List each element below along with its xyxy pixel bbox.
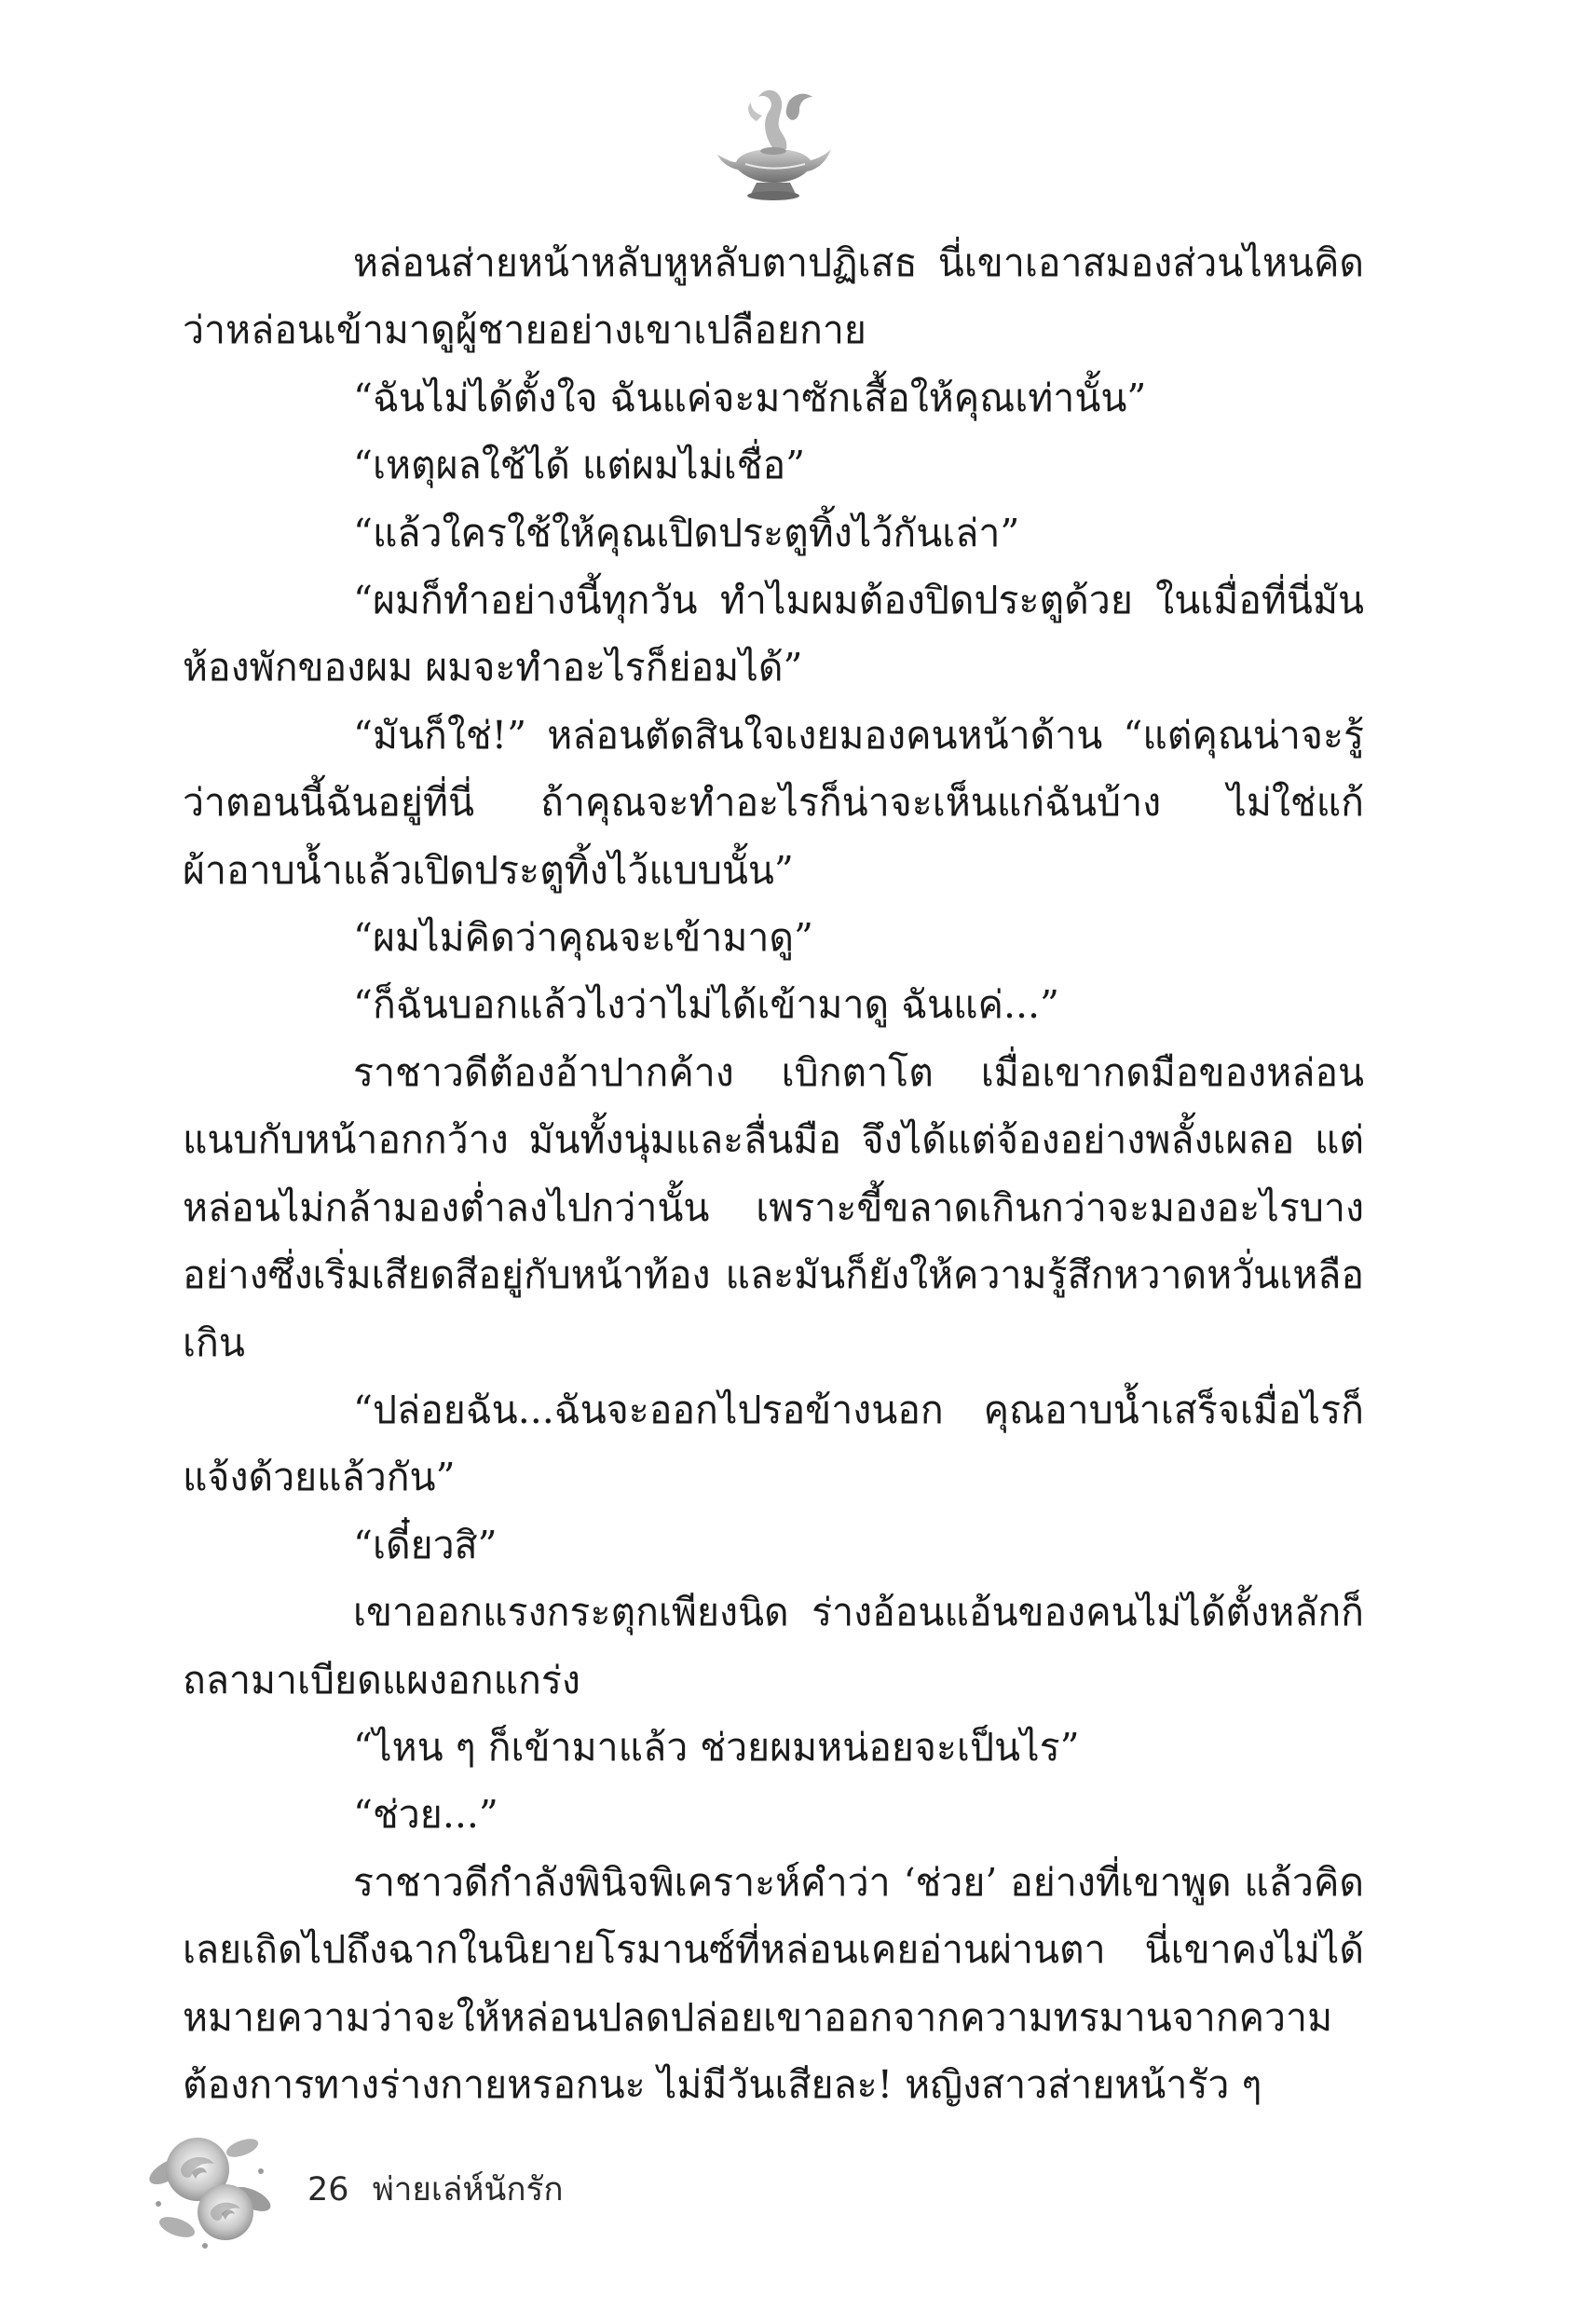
- page-number: 26: [307, 2171, 349, 2208]
- paragraph: “ช่วย...”: [353, 1792, 498, 1838]
- page-footer: [140, 2115, 699, 2264]
- paragraph: “ไหน ๆ ก็เข้ามาแล้ว ช่วยผมหน่อยจะเป็นไร”: [353, 1724, 1080, 1770]
- paragraph: เขาออกแรงกระตุกเพียงนิด ร่างอ้อนแอ้นของคนไม่ได้ตั้งหลักก็ถลามาเบียดแผงอกแกร่ง: [183, 1590, 1364, 1702]
- paragraph: “เดี๋ยวสิ”: [353, 1522, 498, 1567]
- paragraph: “เหตุผลใช้ได้ แต่ผมไม่เชื่อ”: [353, 443, 806, 488]
- paragraph: “แล้วใครใช้ให้คุณเปิดประตูทิ้งไว้กันเล่า”: [353, 510, 1020, 555]
- paragraph: “ก็ฉันบอกแล้วไงว่าไม่ได้เข้ามาดู ฉันแค่...”: [353, 982, 1059, 1028]
- paragraph: “ปล่อยฉัน...ฉันจะออกไปรอข้างนอก คุณอาบน้ำเสร็จเมื่อไรก็แจ้งด้วยแล้วกัน”: [183, 1387, 1364, 1500]
- paragraph: “ฉันไม่ได้ตั้งใจ ฉันแค่จะมาซักเสื้อให้คุณเท่านั้น”: [353, 375, 1147, 420]
- paragraph: “ผมก็ทำอย่างนี้ทุกวัน ทำไมผมต้องปิดประตูด้วย ในเมื่อที่นี่มันห้องพักของผม ผมจะทำอะไรก็ย่อมได้”: [183, 578, 1364, 691]
- paragraph: “ผมไม่คิดว่าคุณจะเข้ามาดู”: [353, 915, 813, 961]
- book-title: พ่ายเล่ห์นักรัก: [372, 2171, 564, 2208]
- rose-ornament-icon: [140, 2115, 280, 2255]
- paragraph: ราชาวดีต้องอ้าปากค้าง เบิกตาโต เมื่อเขากดมือของหล่อนแนบกับหน้าอกกว้าง มันทั้งนุ่มและลื่นมือ จึงได้แต่จ้องอย่างพลั้งเผลอ แต่หล่อนไม่กล้ามองต่ำลงไปกว่านั้น เพราะขี้ขลาดเกินกว่าจะมองอะไรบางอย่างซึ่งเริ่มเสียดสีอยู่กับหน้าท้อง และมันก็ยังให้ความรู้สึกหวาดหวั่นเหลือเกิน: [183, 1049, 1364, 1365]
- paragraph: “มันก็ใช่!” หล่อนตัดสินใจเงยมองคนหน้าด้าน “แต่คุณน่าจะรู้ว่าตอนนี้ฉันอยู่ที่นี่ ถ้าคุณจะทำอะไรก็น่าจะเห็นแก่ฉันบ้าง ไม่ใช่แก้ผ้าอาบน้ำแล้วเปิดประตูทิ้งไว้แบบนั้น”: [183, 712, 1364, 893]
- paragraph: หล่อนส่ายหน้าหลับหูหลับตาปฏิเสธ นี่เขาเอาสมองส่วนไหนคิดว่าหล่อนเข้ามาดูผู้ชายอย่างเขาเปลือยกาย: [183, 240, 1364, 353]
- folio: [307, 2164, 564, 2215]
- paragraph: ราชาวดีกำลังพินิจพิเคราะห์คำว่า ‘ช่วย’ อย่างที่เขาพูด แล้วคิดเลยเถิดไปถึงฉากในนิยายโรมานซ์ที่หล่อนเคยอ่านผ่านตา นี่เขาคงไม่ได้หมายความว่าจะให้หล่อนปลดปล่อยเขาออกจากความทรมานจากความต้องการทางร่างกายหรอกนะ ไม่มีวันเสียละ! หญิงสาวส่ายหน้ารัว ๆ: [183, 1859, 1364, 2107]
- body-text: [183, 229, 1364, 2118]
- lamp-ornament-icon: [708, 65, 839, 214]
